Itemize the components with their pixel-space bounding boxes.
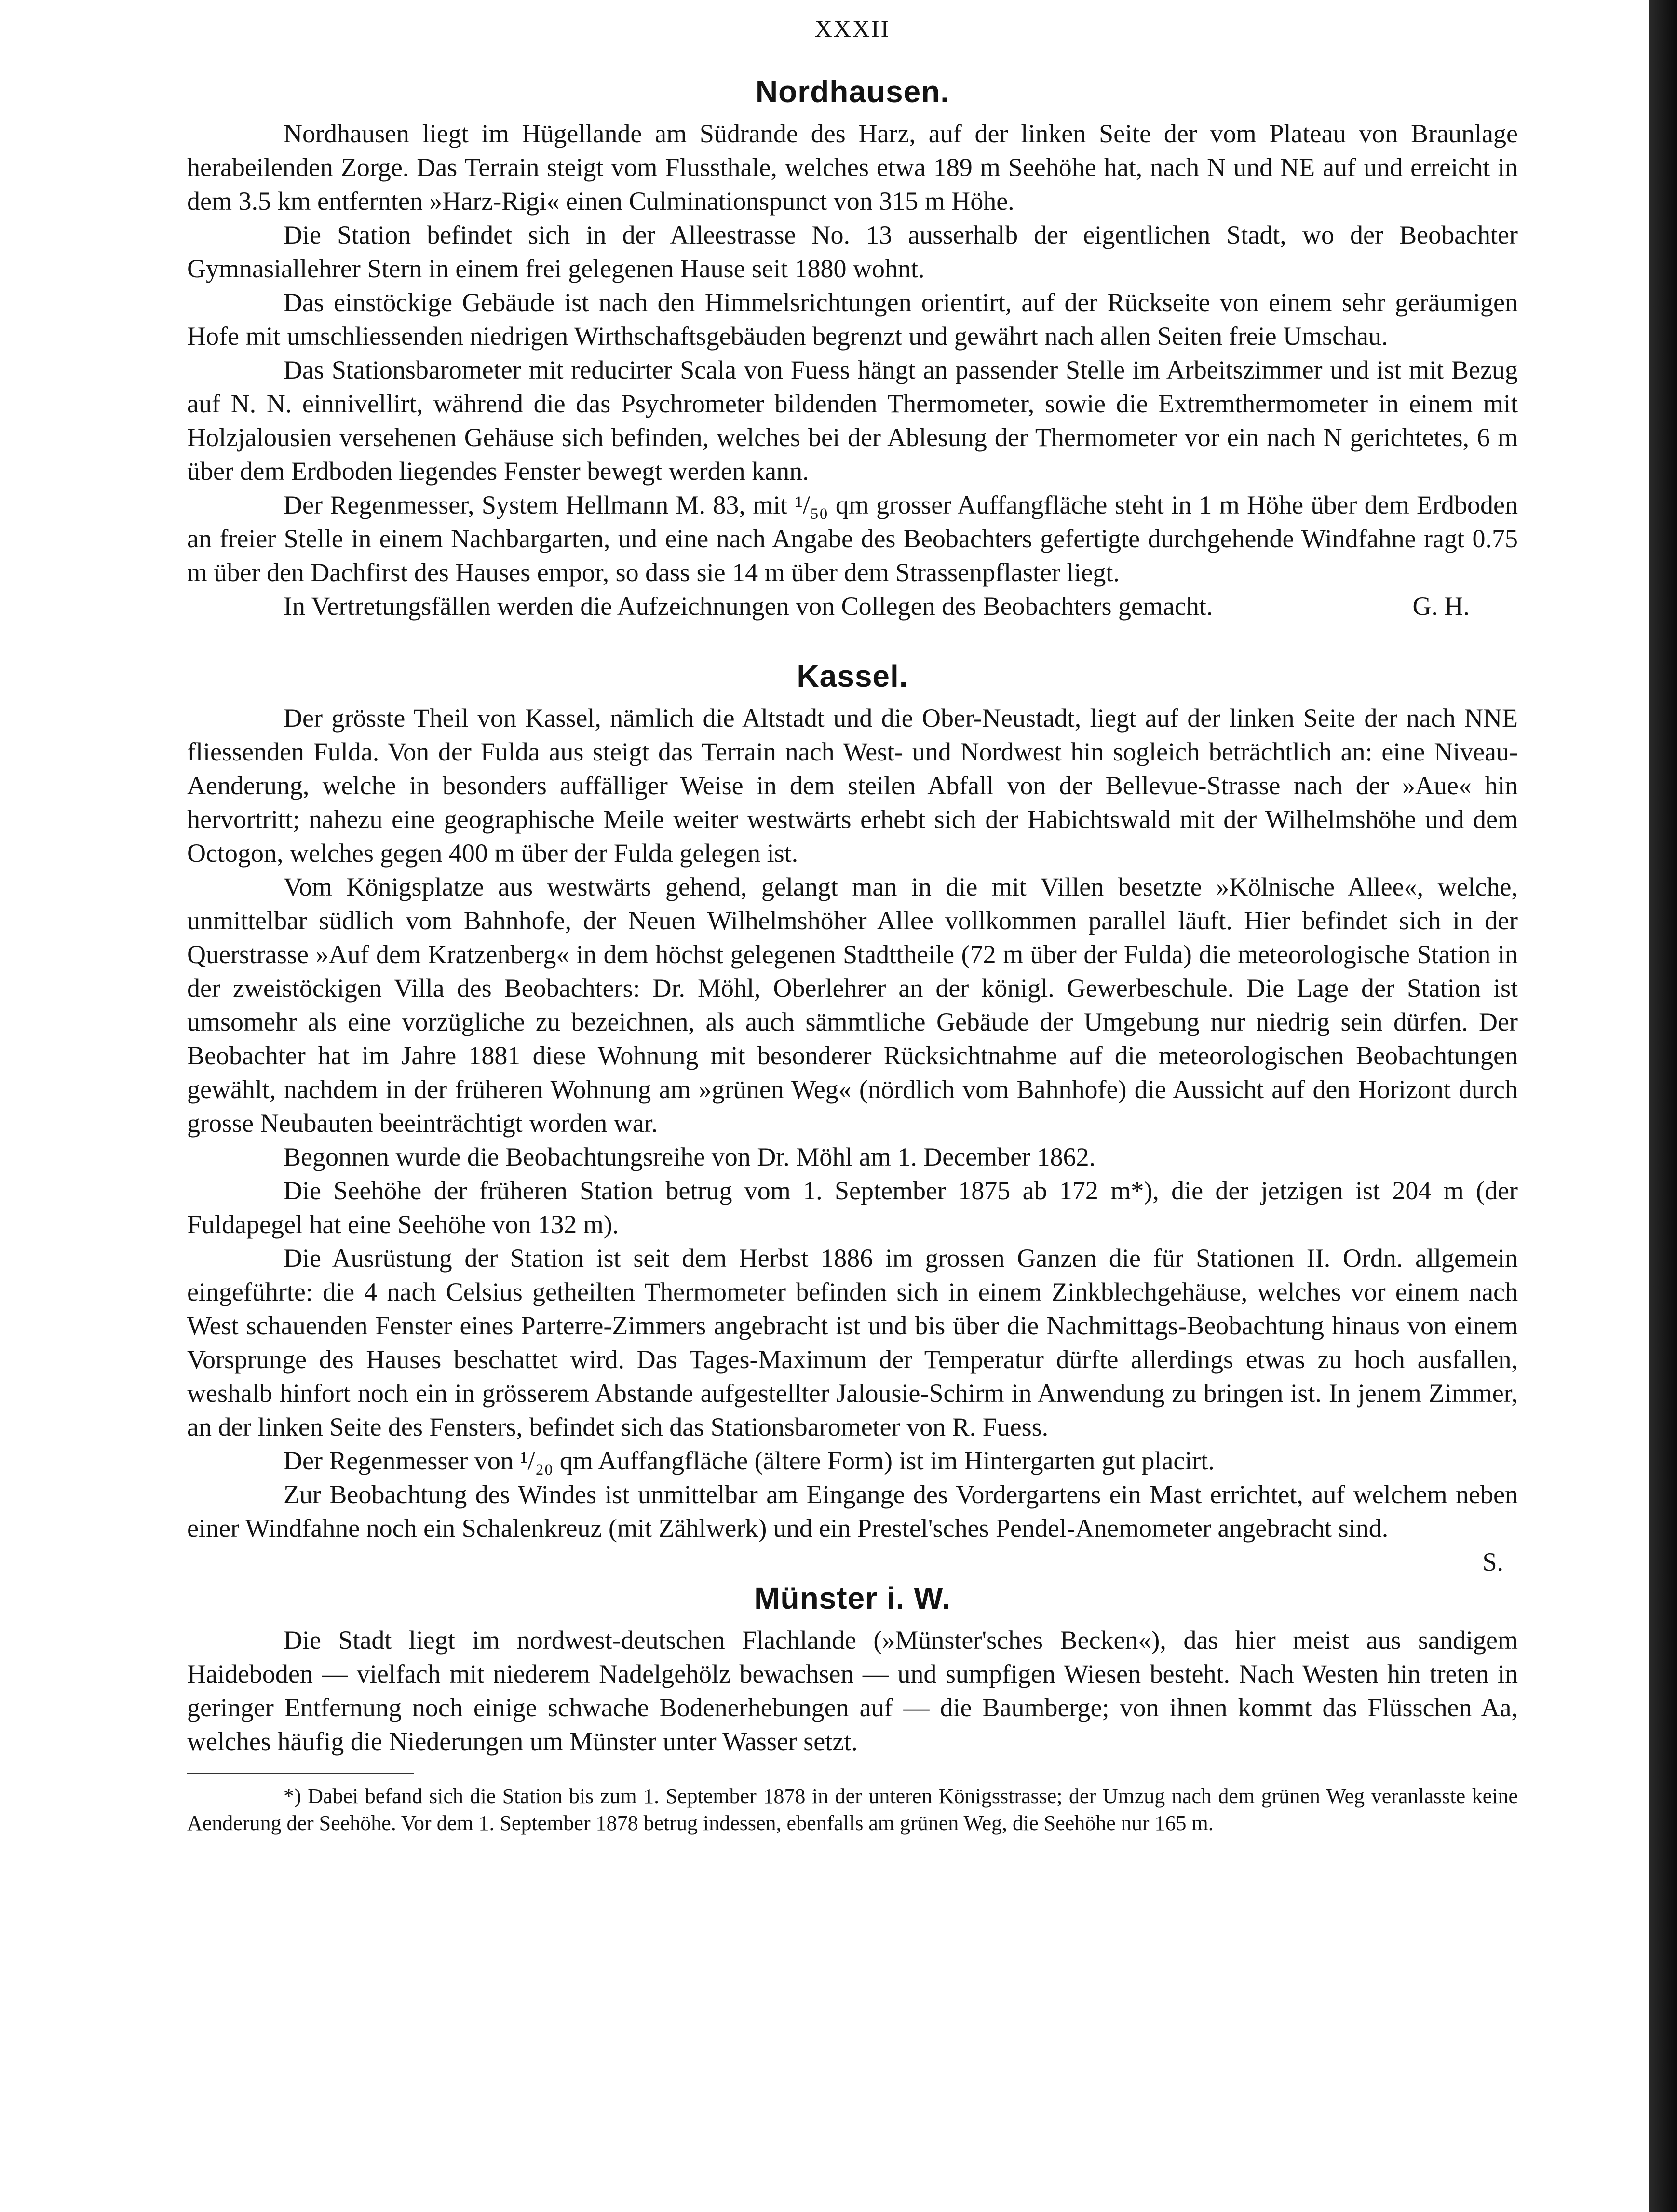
paragraph: Begonnen wurde die Beobachtungsreihe von Dr. Möhl am 1. December 1862.	[284, 1142, 1096, 1171]
section-title: Kassel.	[797, 659, 908, 693]
section-muenster	[187, 1579, 1518, 1758]
paragraph: Die Ausrüstung der Station ist seit dem Herbst 1886 im grossen Ganzen die für Stationen II. Ordn. allgemein eingeführte: die 4 nach Celsius getheilten Thermometer befinden sich in einem Zinkblechgehäuse, welches vor einem nach West schauenden Fenster eines Parterre-Zimmers angebracht ist und bis über die Nachmittags-Beobachtung hinaus von einem Vorsprunge des Hauses beschattet wird. Das Tages-Maximum der Temperatur dürfte allerdings etwas zu hoch ausfallen, weshalb hinfort noch ein in grösserem Abstande aufgestellter Jalousie-Schirm in Anwendung zu bringen ist. In jenem Zimmer, an der linken Seite des Fensters, befindet sich das Stationsbarometer von R. Fuess.	[187, 1244, 1518, 1441]
paragraph-with-signature	[187, 1478, 1518, 1576]
paragraph: Der grösste Theil von Kassel, nämlich die Altstadt und die Ober-Neustadt, liegt auf der linken Seite der nach NNE fliessenden Fulda. Von der Fulda aus steigt das Terrain nach West- und Nordwest hin sogleich beträchtlich an: eine Niveau-Aenderung, welche in besonders auffälliger Weise in dem steilen Abfall von der Bellevue-Strasse nach der »Aue« hin hervortritt; nahezu eine geographische Meile weiter westwärts erhebt sich der Habichtswald mit der Wilhelmshöhe und dem Octogon, welches gegen 400 m über der Fulda gelegen ist.	[187, 704, 1518, 868]
section-nordhausen	[187, 72, 1518, 623]
footnote	[187, 1783, 1518, 1837]
section-title: Münster i. W.	[754, 1581, 951, 1615]
paragraph: Nordhausen liegt im Hügellande am Südrande des Harz, auf der linken Seite der vom Plateau von Braunlage herabeilenden Zorge. Das Terrain steigt vom Flussthale, welches etwa 189 m Seehöhe hat, nach N und NE auf und erreicht in dem 3.5 km entfernten »Harz-Rigi« einen Culminationspunct von 315 m Höhe.	[187, 119, 1518, 216]
paragraph: Vom Königsplatze aus westwärts gehend, gelangt man in die mit Villen besetzte »Kölnische Allee«, welche, unmittelbar südlich vom Bahnhofe, der Neuen Wilhelmshöher Allee vollkommen parallel läuft. Hier befindet sich in der Querstrasse »Auf dem Kratzenberg« in dem höchst gelegenen Stadttheile (72 m über der Fulda) die meteorologische Station in der zweistöckigen Villa des Beobachters: Dr. Möhl, Oberlehrer an der königl. Gewerbeschule. Die Lage der Station ist umsomehr als eine vorzügliche zu bezeichnen, als auch sämmtliche Gebäude der Umgebung nur niedrig sein dürfen. Der Beobachter hat im Jahre 1881 diese Wohnung mit besonderer Rücksichtnahme auf die meteorologischen Beobachtungen gewählt, nachdem in der früheren Wohnung am »grünen Weg« (nördlich vom Bahnhofe) die Aussicht auf den Horizont durch grosse Neubauten beeinträchtigt worden war.	[187, 872, 1518, 1138]
author-signature: G. H.	[1412, 592, 1470, 621]
paragraph-with-signature	[187, 589, 1518, 623]
paragraph: Das Stationsbarometer mit reducirter Scala von Fuess hängt an passender Stelle im Arbeitszimmer und ist mit Bezug auf N. N. einnivellirt, während die das Psychrometer bildenden Thermometer, sowie die Extremthermometer in einem mit Holzjalousien versehenen Gehäuse sich befinden, welches bei der Ablesung der Thermometer vor ein nach N gerichtetes, 6 m über dem Erdboden liegendes Fenster bewegt werden kann.	[187, 355, 1518, 486]
paragraph: Der Regenmesser, System Hellmann M. 83, mit ¹/₅₀ qm grosser Auffangfläche steht in 1 m Höhe über dem Erdboden an freier Stelle in einem Nachbargarten, und eine nach Angabe des Beobachters gefertigte durchgehende Windfahne ragt 0.75 m über den Dachfirst des Hauses empor, so dass sie 14 m über dem Strassenpflaster liegt.	[187, 490, 1518, 587]
document-page	[187, 14, 1518, 1837]
paragraph: Der Regenmesser von ¹/₂₀ qm Auffangfläche (ältere Form) ist im Hintergarten gut placirt.	[284, 1446, 1215, 1475]
footnote-divider	[187, 1773, 414, 1774]
author-signature: S.	[1482, 1547, 1503, 1576]
page-edge-scan-border	[1649, 0, 1677, 2212]
page-number: XXXII	[814, 15, 891, 42]
paragraph: Das einstöckige Gebäude ist nach den Himmelsrichtungen orientirt, auf der Rückseite von einem sehr geräumigen Hofe mit umschliessenden niedrigen Wirthschaftsgebäuden begrenzt und gewährt nach allen Seiten freie Umschau.	[187, 288, 1518, 351]
paragraph: Die Station befindet sich in der Alleestrasse No. 13 ausserhalb der eigentlichen Stadt, wo der Beobachter Gymnasiallehrer Stern in einem frei gelegenen Hause seit 1880 wohnt.	[187, 220, 1518, 283]
paragraph: Die Stadt liegt im nordwest-deutschen Flachlande (»Münster'sches Becken«), das hier meist aus sandigem Haideboden — vielfach mit niederem Nadelgehölz bewachsen — und sumpfigen Wiesen besteht. Nach Westen hin treten in geringer Entfernung noch einige schwache Bodenerhebungen auf — die Baumberge; von ihnen kommt das Flüsschen Aa, welches häufig die Niederungen um Münster unter Wasser setzt.	[187, 1626, 1518, 1756]
paragraph-text: Zur Beobachtung des Windes ist unmittelbar am Eingange des Vordergartens ein Mast errichtet, auf welchem neben einer Windfahne noch ein Schalenkreuz (mit Zählwerk) und ein Prestel'sches Pendel-Anemometer angebracht sind.	[187, 1480, 1518, 1543]
section-kassel	[187, 657, 1518, 1576]
section-title: Nordhausen.	[755, 74, 950, 109]
paragraph-text: In Vertretungsfällen werden die Aufzeichnungen von Collegen des Beobachters gemacht.	[284, 592, 1213, 621]
paragraph: Die Seehöhe der früheren Station betrug vom 1. September 1875 ab 172 m*), die der jetzigen ist 204 m (der Fuldapegel hat eine Seehöhe von 132 m).	[187, 1176, 1518, 1239]
footnote-text: *) Dabei befand sich die Station bis zum 1. September 1878 in der unteren Königsstrasse; der Umzug nach dem grünen Weg veranlasste keine Aenderung der Seehöhe. Vor dem 1. September 1878 betrug indessen, ebenfalls am grünen Weg, die Seehöhe nur 165 m.	[187, 1784, 1518, 1835]
